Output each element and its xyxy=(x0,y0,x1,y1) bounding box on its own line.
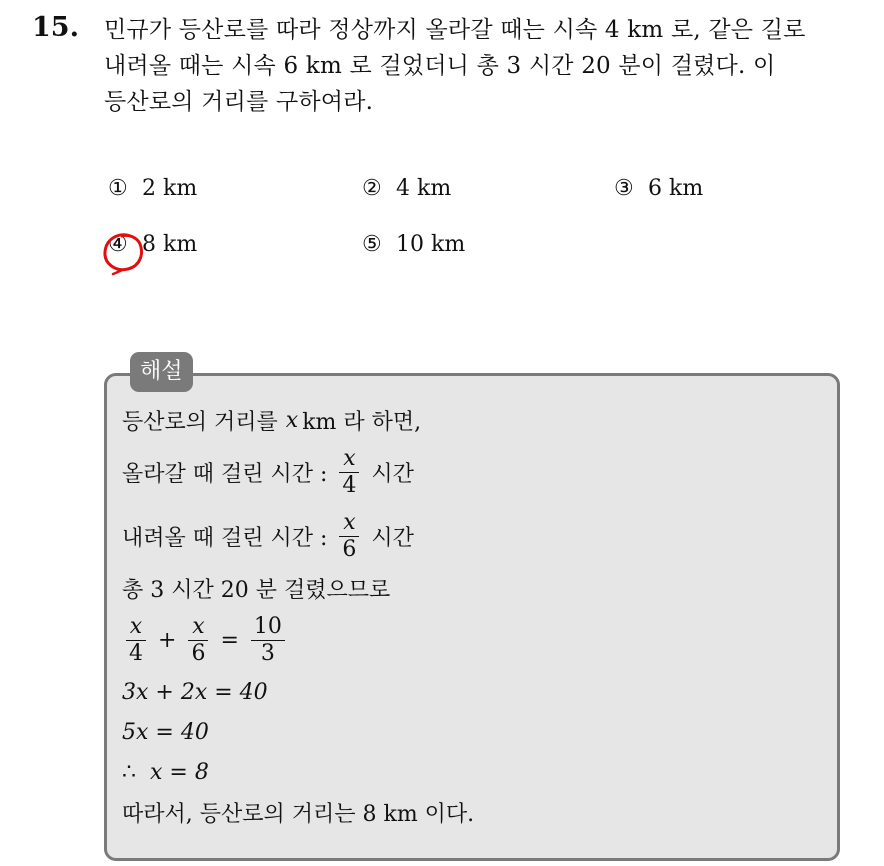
choice-5-text: 10 km xyxy=(396,232,466,257)
question-number: 15. xyxy=(32,12,79,43)
question-line-2: 내려올 때는 시속 6 km 로 걸었더니 총 3 시간 20 분이 걸렸다. 이 xyxy=(104,53,776,79)
choice-1-text: 2 km xyxy=(142,176,198,201)
selection-circle-icon xyxy=(100,228,148,276)
choice-5-mark: ⑤ xyxy=(362,232,382,257)
explanation-line-1: 등산로의 거리를 x km 라 하면, xyxy=(122,407,422,435)
choice-1-mark: ① xyxy=(108,176,128,201)
choice-3-text: 6 km xyxy=(648,176,704,201)
choice-2-text: 4 km xyxy=(396,176,452,201)
choice-4-mark: ④ xyxy=(108,232,128,257)
explanation-conclusion: 따라서, 등산로의 거리는 8 km 이다. xyxy=(122,801,475,827)
choice-3-mark: ③ xyxy=(614,176,634,201)
equation-2: 3x + 2x = 40 xyxy=(122,679,268,705)
equation-3: 5x = 40 xyxy=(122,719,209,745)
explanation-tab: 해설 xyxy=(130,352,193,392)
choice-5[interactable] xyxy=(362,232,465,257)
question-line-1: 민규가 등산로를 따라 정상까지 올라갈 때는 시속 4 km 로, 같은 길로 xyxy=(104,17,806,43)
question-text xyxy=(104,12,864,120)
equation-fractions: $\frac{x}{4}$ + $\frac{x}{6}$ = $\frac{10}{3}$ xyxy=(122,608,822,672)
choice-3[interactable] xyxy=(614,176,703,201)
choice-1[interactable] xyxy=(108,176,197,201)
explanation-line-4: 총 3 시간 20 분 걸렸으므로 xyxy=(122,577,391,603)
therefore-icon: ∴ xyxy=(122,759,136,785)
choice-4-text: 8 km xyxy=(142,232,198,257)
fraction-x-over-4: $\frac{x}{4}$ xyxy=(339,446,359,499)
question-line-3: 등산로의 거리를 구하여라. xyxy=(104,89,374,115)
choice-2-mark: ② xyxy=(362,176,382,201)
explanation-line-2: 올라갈 때 걸린 시간 : $\frac{x}{4}$ 시간 xyxy=(122,445,414,498)
choice-2[interactable] xyxy=(362,176,451,201)
fraction-x-over-6: $\frac{x}{6}$ xyxy=(339,510,359,563)
explanation-content xyxy=(122,400,822,832)
explanation-line-3: 내려올 때 걸린 시간 : $\frac{x}{6}$ 시간 xyxy=(122,509,414,562)
equation-4: ∴ x = 8 xyxy=(122,759,209,785)
